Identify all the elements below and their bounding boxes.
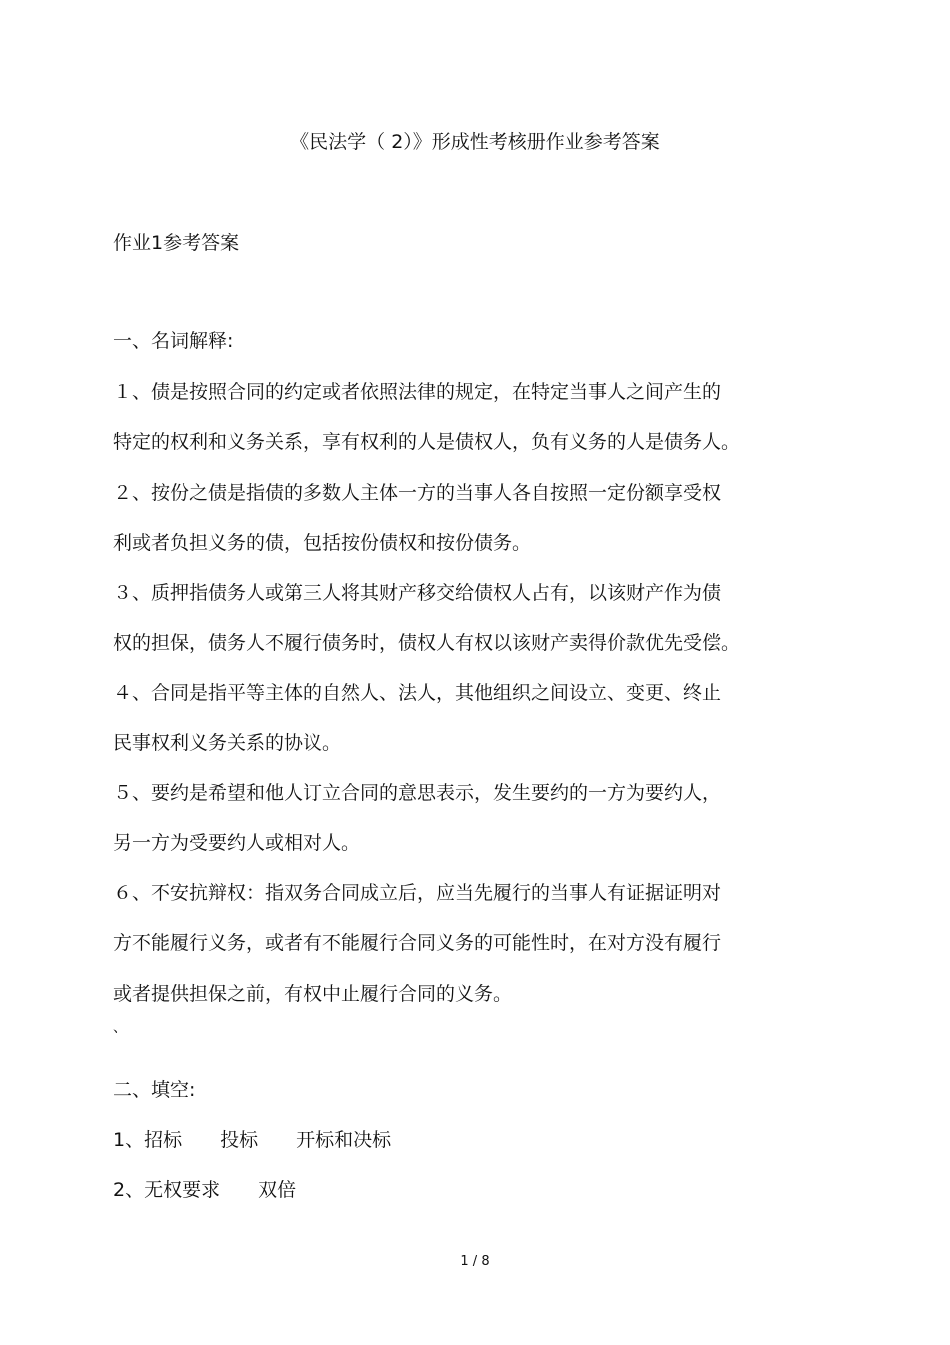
- fill-blank-item: [113, 1174, 296, 1206]
- definition-line: 另一方为受要约人或相对人。: [113, 832, 361, 854]
- definition-line: 方不能履行义务，或者有不能履行合同义务的可能性时，在对方没有履行: [113, 932, 722, 954]
- fill-blank-label: 2、无权要求: [113, 1179, 221, 1201]
- stray-mark: 、: [113, 1020, 127, 1036]
- definition-line: 权的担保，债务人不履行债务时，债权人有权以该财产卖得价款优先受偿。: [113, 632, 741, 654]
- page-number: 1 / 8: [460, 1254, 490, 1269]
- document-title: 《民法学（ 2）》形成性考核册作业参考答案: [290, 131, 660, 153]
- definition-line: ６、不安抗辩权：指双务合同成立后，应当先履行的当事人有证据证明对: [113, 882, 722, 904]
- definition-line: ５、要约是希望和他人订立合同的意思表示，发生要约的一方为要约人，: [113, 782, 722, 804]
- definition-line: ３、质押指债务人或第三人将其财产移交给债权人占有，以该财产作为债: [113, 582, 722, 604]
- section-heading-terms: 一、名词解释:: [113, 330, 234, 352]
- fill-blank-answer: 投标: [220, 1129, 259, 1151]
- definition-line: 利或者负担义务的债，包括按份债权和按份债务。: [113, 532, 532, 554]
- definition-line: １、债是按照合同的约定或者依照法律的规定，在特定当事人之间产生的: [113, 381, 722, 403]
- assignment-heading: 作业1参考答案: [113, 232, 240, 254]
- section-heading-fill: 二、填空:: [113, 1079, 196, 1101]
- definition-line: ４、合同是指平等主体的自然人、法人，其他组织之间设立、变更、终止: [113, 682, 722, 704]
- fill-blank-answer: 开标和决标: [296, 1129, 392, 1151]
- fill-blank-answer: 双倍: [258, 1179, 297, 1201]
- definition-line: 特定的权利和义务关系，享有权利的人是债权人，负有义务的人是债务人。: [113, 431, 741, 453]
- fill-blank-item: [113, 1124, 391, 1156]
- definition-line: 民事权利义务关系的协议。: [113, 732, 342, 754]
- fill-blank-label: 1、招标: [113, 1129, 183, 1151]
- definition-line: 或者提供担保之前，有权中止履行合同的义务。: [113, 983, 513, 1005]
- definition-line: ２、按份之债是指债的多数人主体一方的当事人各自按照一定份额享受权: [113, 482, 722, 504]
